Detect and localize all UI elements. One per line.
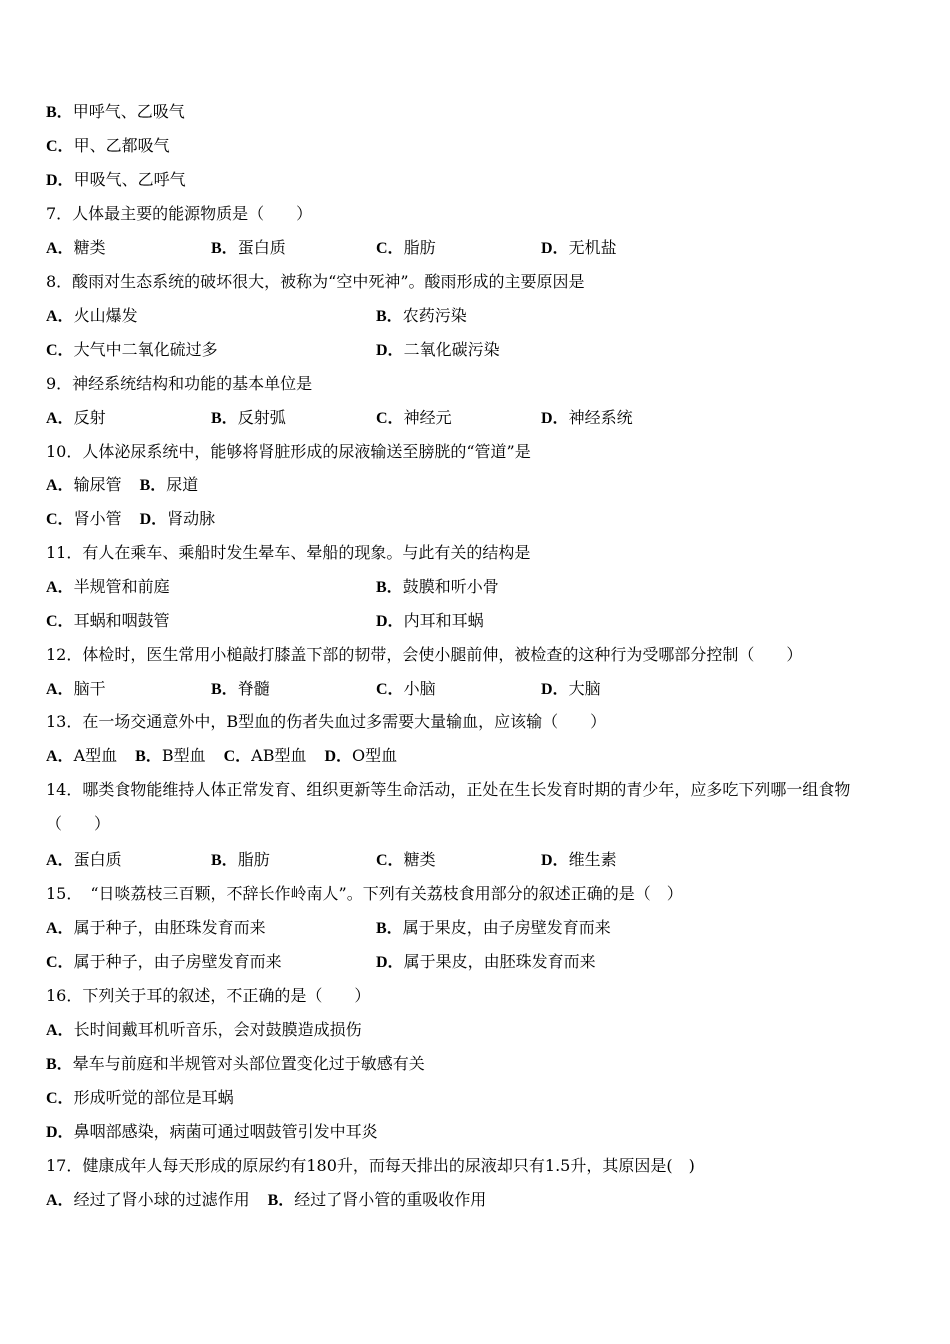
option-text: B型血 [161, 746, 206, 765]
option-text: 甲、乙都吸气 [73, 136, 170, 155]
option-row-two [46, 951, 906, 973]
option-text: 二氧化碳污染 [403, 340, 500, 359]
option-text: 火山爆发 [73, 306, 138, 325]
option [46, 339, 218, 362]
option-label: B． [46, 104, 73, 121]
option [46, 1190, 250, 1209]
option-label: B． [376, 308, 403, 325]
option [376, 237, 436, 260]
option-label: D． [376, 342, 404, 359]
option [376, 678, 436, 701]
option-row-two [46, 917, 906, 939]
option-text: 属于果皮，由子房壁发育而来 [402, 918, 611, 937]
option-text: 肾动脉 [167, 509, 216, 528]
option-label: C． [46, 954, 74, 971]
option [376, 917, 611, 940]
option-line [46, 169, 186, 191]
option-text: O型血 [352, 746, 398, 765]
option [541, 407, 633, 430]
option-label: D． [541, 852, 569, 869]
option [46, 170, 186, 189]
option-label: C． [46, 1090, 74, 1107]
question-stem: 7．人体最主要的能源物质是（ ） [46, 204, 313, 223]
option-label: D． [324, 748, 353, 765]
option-label: C． [376, 240, 404, 257]
option [46, 1122, 378, 1141]
option-text: 尿道 [166, 475, 199, 494]
option-row-inline [46, 474, 216, 496]
option [46, 1054, 425, 1073]
option-row-two [46, 576, 906, 598]
option-label: C． [223, 748, 252, 765]
option-label: A． [46, 1022, 74, 1039]
option [46, 610, 170, 633]
option-text: 内耳和耳蜗 [403, 611, 484, 630]
option [376, 610, 484, 633]
option [46, 407, 106, 430]
option-label: D． [46, 1124, 74, 1141]
option [46, 917, 266, 940]
option-row-two [46, 305, 906, 327]
option-text: 脂肪 [237, 850, 270, 869]
option-label: B． [139, 477, 167, 494]
option-label: B． [267, 1192, 295, 1209]
option [46, 305, 138, 328]
question-stem: 8．酸雨对生态系统的破坏很大，被称为“空中死神”。酸雨形成的主要原因是 [46, 272, 585, 291]
option [376, 407, 452, 430]
option [376, 339, 500, 362]
option-line [46, 1121, 378, 1143]
option-text: 神经系统 [568, 408, 633, 427]
option [46, 237, 106, 260]
option [46, 746, 117, 765]
option [211, 407, 286, 430]
option-row-four [46, 678, 906, 700]
option-label: A． [46, 410, 74, 427]
question-stem: 13．在一场交通意外中，B型血的伤者失血过多需要大量输血，应该输（ ） [46, 712, 607, 731]
option-label: D． [541, 410, 569, 427]
question-stem: 10．人体泌尿系统中，能够将肾脏形成的尿液输送至膀胱的“管道”是 [46, 442, 531, 461]
option [46, 951, 282, 974]
option-label: C． [46, 138, 74, 155]
option-text: 糖类 [73, 238, 106, 257]
option [46, 136, 170, 155]
option-label: C． [46, 511, 74, 528]
option-text: 肾小管 [73, 509, 122, 528]
option-row-four [46, 849, 906, 871]
option-text: 耳蜗和咽鼓管 [73, 611, 170, 630]
option-row-four [46, 237, 906, 259]
option [324, 746, 397, 765]
option-text: 属于种子，由子房壁发育而来 [73, 952, 282, 971]
option-text: 脊髓 [237, 679, 270, 698]
option-label: A． [46, 681, 74, 698]
option [140, 509, 216, 528]
option-row-two [46, 610, 906, 632]
option-text: 形成听觉的部位是耳蜗 [73, 1088, 234, 1107]
option [46, 1020, 362, 1039]
option-label: A． [46, 920, 74, 937]
option [140, 475, 199, 494]
option [541, 237, 617, 260]
option-label: B． [376, 579, 403, 596]
question-stem: 14．哪类食物能维持人体正常发育、组织更新等生命活动，正处在生长发育时期的青少年，应多吃下列哪一组食物（ ） [46, 780, 851, 833]
option-text: A型血 [73, 746, 118, 765]
question-stem: 17．健康成年人每天形成的原尿约有180升，而每天排出的尿液却只有1.5升，其原因是( ) [46, 1156, 695, 1175]
option-label: C． [46, 613, 74, 630]
option [376, 951, 596, 974]
option-text: 脂肪 [403, 238, 436, 257]
option-text: 输尿管 [73, 475, 122, 494]
option-text: 大脑 [568, 679, 601, 698]
option-label: A． [46, 308, 74, 325]
option-label: D． [376, 954, 404, 971]
option-row-inline [46, 745, 415, 767]
option [211, 849, 270, 872]
option-text: 糖类 [403, 850, 436, 869]
question-stem: 16．下列关于耳的叙述，不正确的是（ ） [46, 986, 371, 1005]
option-label: B． [211, 681, 238, 698]
option-row-inline [46, 1189, 504, 1211]
option [224, 746, 307, 765]
option-row-four [46, 407, 906, 429]
option [376, 576, 499, 599]
option [46, 576, 170, 599]
option-label: D． [541, 681, 569, 698]
option [46, 102, 185, 121]
option-text: AB型血 [251, 746, 307, 765]
option-text: 鼻咽部感染，病菌可通过咽鼓管引发中耳炎 [73, 1122, 378, 1141]
option-label: C． [376, 852, 404, 869]
option-text: 大气中二氧化硫过多 [73, 340, 218, 359]
option-text: 半规管和前庭 [73, 577, 170, 596]
option-text: 甲吸气、乙呼气 [73, 170, 186, 189]
option [46, 509, 122, 528]
option [376, 305, 467, 328]
option-line [46, 101, 185, 123]
option-label: A． [46, 852, 74, 869]
option-text: 属于果皮，由胚珠发育而来 [403, 952, 596, 971]
option-label: D． [541, 240, 569, 257]
option [211, 678, 270, 701]
option [376, 849, 436, 872]
option-text: 反射弧 [237, 408, 286, 427]
option [46, 678, 106, 701]
option-text: 属于种子，由胚珠发育而来 [73, 918, 266, 937]
option [46, 1088, 234, 1107]
option-text: 农药污染 [402, 306, 467, 325]
option-label: A． [46, 748, 74, 765]
option-line [46, 1087, 234, 1109]
option-line [46, 135, 170, 157]
option-text: 长时间戴耳机听音乐，会对鼓膜造成损伤 [73, 1020, 362, 1039]
option [541, 849, 617, 872]
option-label: B． [211, 410, 238, 427]
option-text: 维生素 [568, 850, 617, 869]
option-text: 鼓膜和听小骨 [402, 577, 499, 596]
question-stem: 12．体检时，医生常用小槌敲打膝盖下部的韧带，会使小腿前伸，被检查的这种行为受哪部分控制（ ） [46, 645, 803, 664]
question-stem: 11．有人在乘车、乘船时发生晕车、晕船的现象。与此有关的结构是 [46, 543, 531, 562]
option-label: B． [376, 920, 403, 937]
question-stem: 15． “日啖荔枝三百颗，不辞长作岭南人”。下列有关荔枝食用部分的叙述正确的是（ ） [46, 884, 683, 903]
option-label: B． [211, 852, 238, 869]
option-label: A． [46, 240, 74, 257]
option-row-inline [46, 508, 233, 530]
option-text: 反射 [73, 408, 106, 427]
option-label: B． [211, 240, 238, 257]
option-text: 小脑 [403, 679, 436, 698]
option-text: 经过了肾小管的重吸收作用 [294, 1190, 487, 1209]
option-text: 蛋白质 [237, 238, 286, 257]
option-line [46, 1053, 425, 1075]
option-label: C． [376, 681, 404, 698]
option [211, 237, 286, 260]
option [46, 849, 122, 872]
option-line [46, 1019, 362, 1041]
question-stem: 9．神经系统结构和功能的基本单位是 [46, 374, 313, 393]
option-label: D． [139, 511, 168, 528]
option [135, 746, 205, 765]
option-label: A． [46, 477, 74, 494]
option-label: D． [376, 613, 404, 630]
option-label: C． [376, 410, 404, 427]
option-label: C． [46, 342, 74, 359]
option [268, 1190, 487, 1209]
option [46, 475, 122, 494]
option-text: 神经元 [403, 408, 452, 427]
option-text: 甲呼气、乙吸气 [72, 102, 185, 121]
option-label: A． [46, 579, 74, 596]
option-label: D． [46, 172, 74, 189]
option-label: A． [46, 1192, 74, 1209]
option-text: 经过了肾小球的过滤作用 [73, 1190, 250, 1209]
option-text: 蛋白质 [73, 850, 122, 869]
option-label: B． [46, 1056, 73, 1073]
option-text: 晕车与前庭和半规管对头部位置变化过于敏感有关 [72, 1054, 425, 1073]
option-label: B． [135, 748, 162, 765]
option-row-two [46, 339, 906, 361]
option-text: 脑干 [73, 679, 106, 698]
option [541, 678, 601, 701]
option-text: 无机盐 [568, 238, 617, 257]
